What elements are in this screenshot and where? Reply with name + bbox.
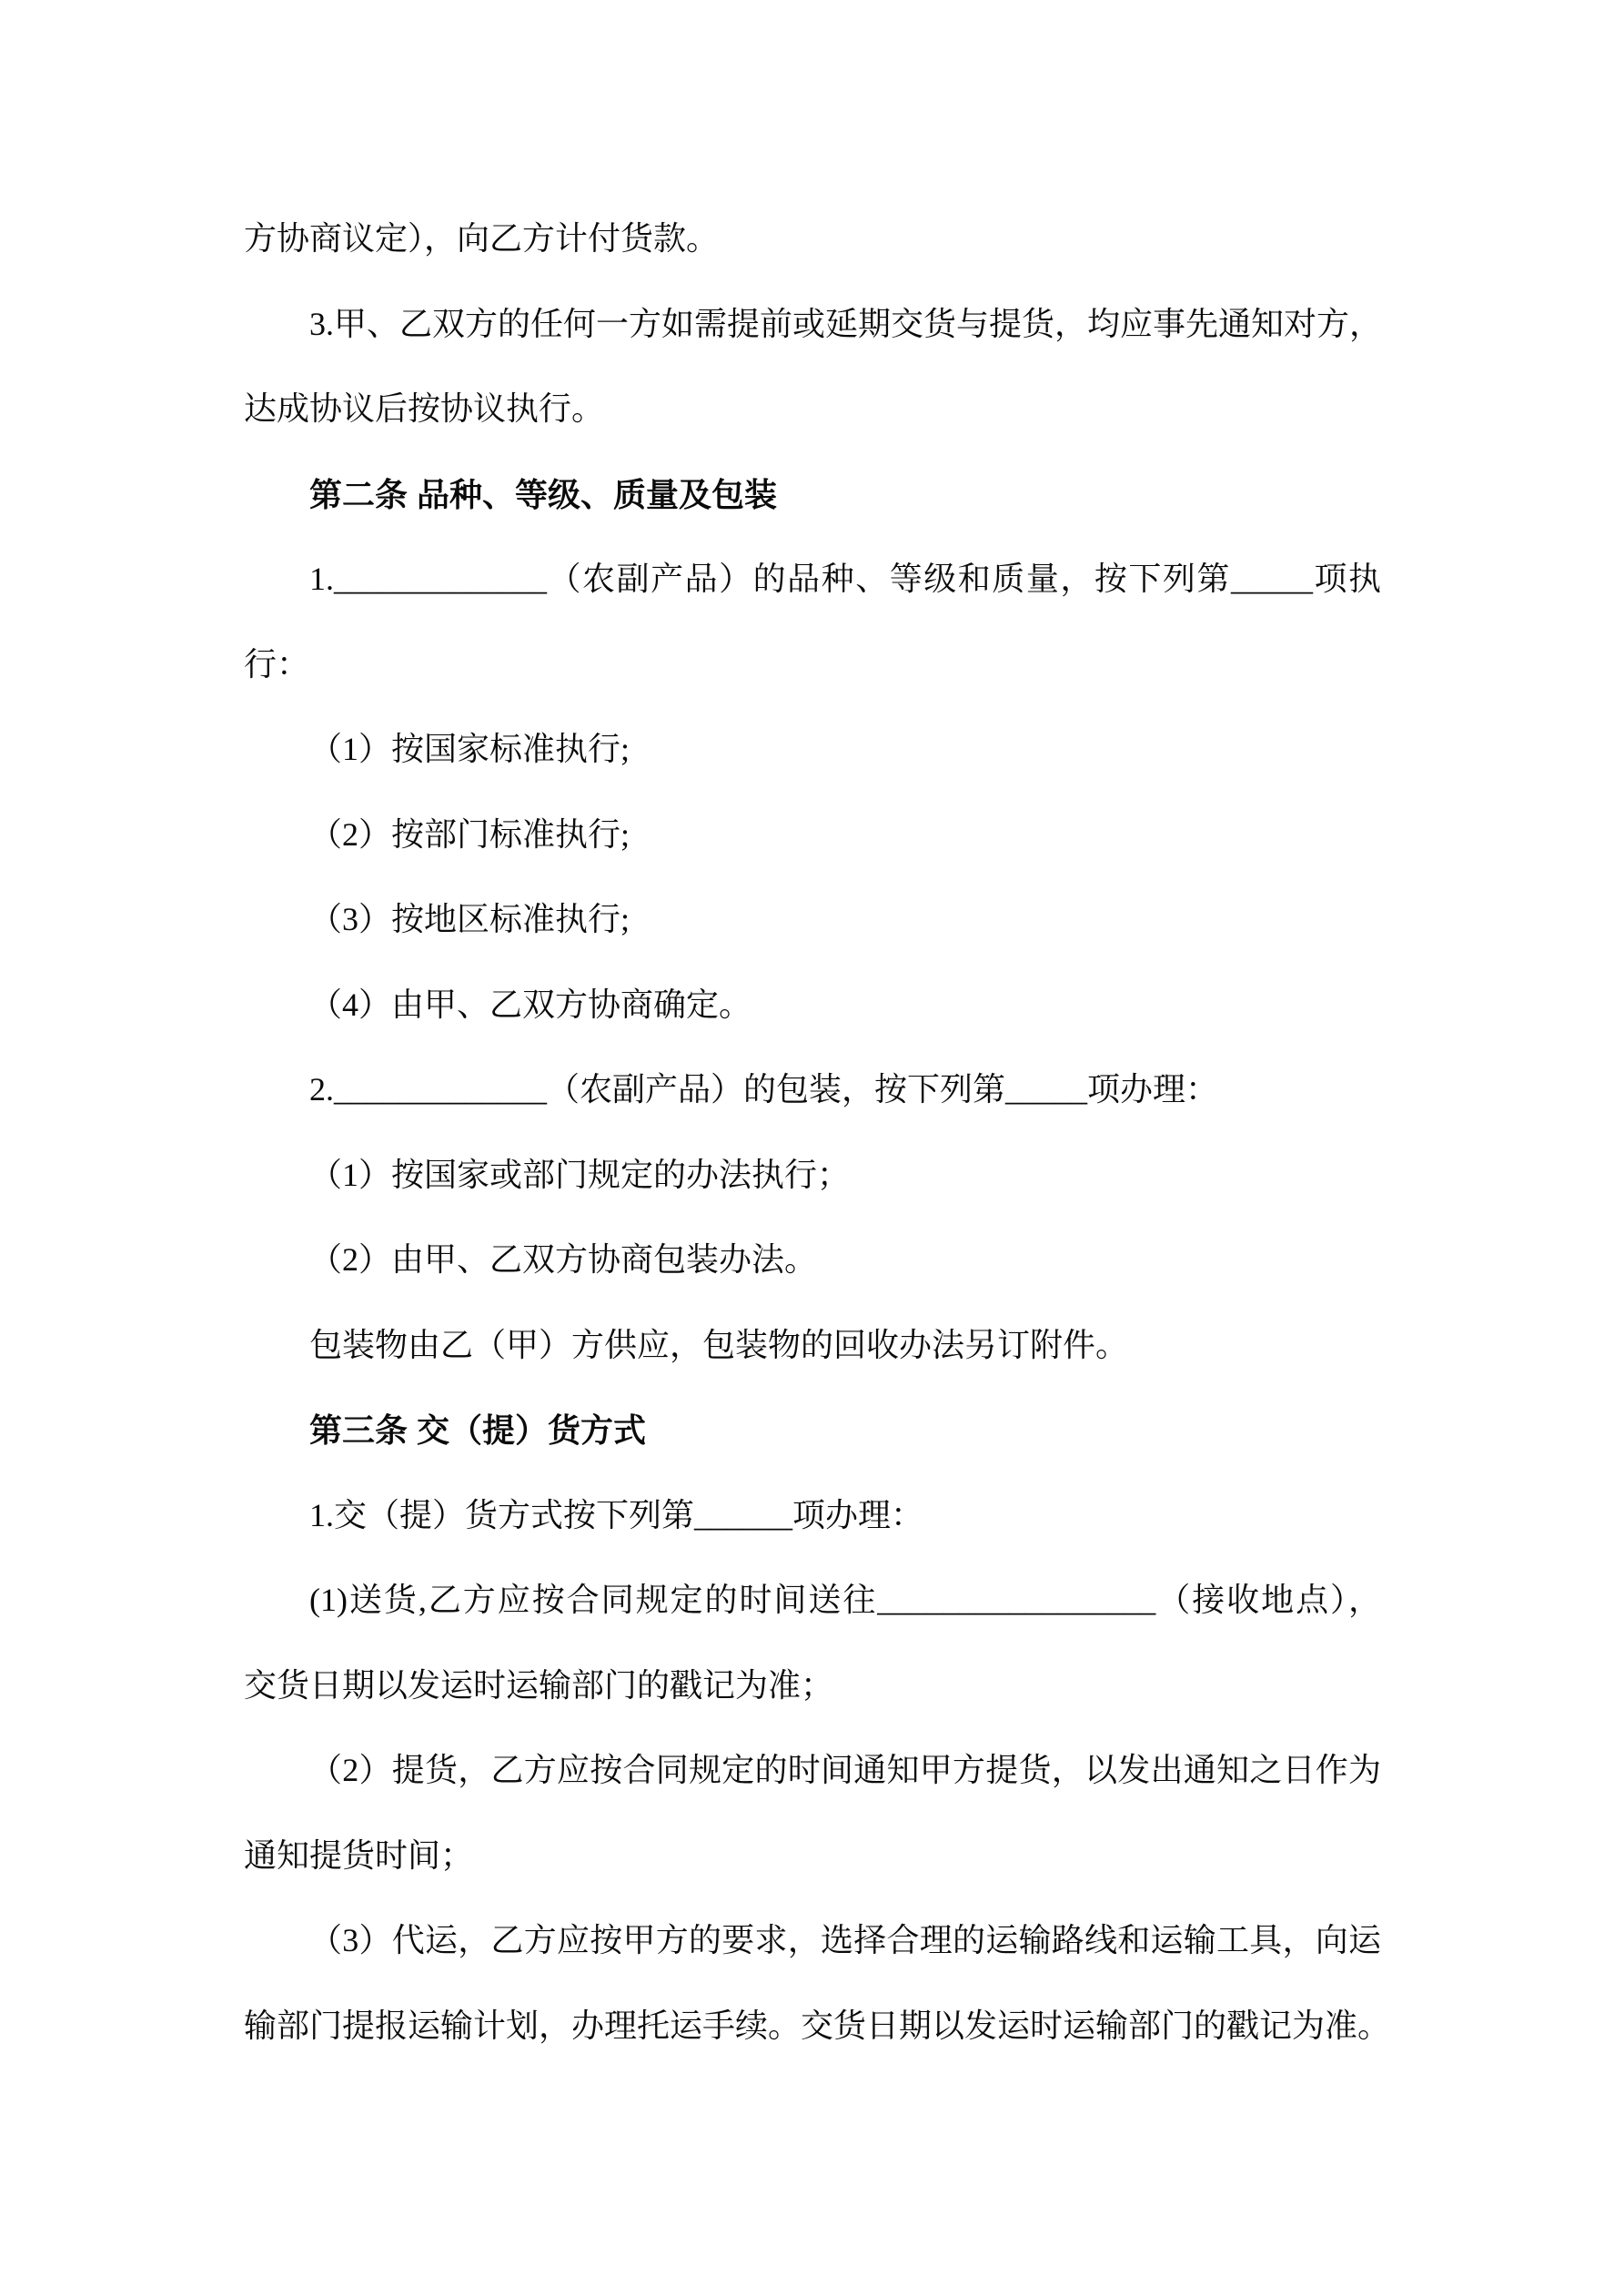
list-item: （1）按国家或部门规定的办法执行；	[309, 1156, 851, 1193]
list-item: （2）提货，乙方应按合同规定的时间通知甲方提货，以发出通知之日作为	[309, 1752, 1381, 1788]
list-item: （1）按国家标准执行;	[309, 731, 630, 767]
list-item: （3）按地区标准执行;	[309, 901, 630, 937]
section-heading-article-2: 第二条 品种、等级、质量及包装	[309, 475, 778, 513]
list-item: （2）按部门标准执行;	[309, 815, 630, 853]
list-item: （2）由甲、乙双方协商包装办法。	[309, 1241, 818, 1278]
paragraph-line: 通知提货时间；	[244, 1836, 474, 1874]
paragraph-line-with-blank: 2._____________（农副产品）的包装，按下列第_____项办理：	[309, 1071, 1219, 1108]
paragraph-line: 输部门提报运输计划，办理托运手续。交货日期以发运时运输部门的戳记为准。	[244, 2007, 1391, 2044]
paragraph-line-with-blank: 1._____________（农副产品）的品种、等级和质量，按下列第_____项执	[309, 561, 1381, 597]
paragraph-line: 3.甲、乙双方的任何一方如需提前或延期交货与提货，均应事先通知对方，	[309, 305, 1383, 342]
paragraph-line: 交货日期以发运时运输部门的戳记为准；	[244, 1666, 834, 1704]
list-item: （4）由甲、乙双方协商确定。	[309, 986, 752, 1023]
paragraph-line-with-blank: (1)送货,乙方应按合同规定的时间送往_________________（接收地点），	[309, 1582, 1381, 1618]
list-item: （3）代运，乙方应按甲方的要求，选择合理的运输路线和运输工具，向运	[309, 1922, 1381, 1958]
paragraph-line-with-blank: 1.交（提）货方式按下列第______项办理：	[309, 1496, 924, 1533]
paragraph-line: 方协商议定），向乙方计付货款。	[244, 220, 720, 257]
paragraph-line: 包装物由乙（甲）方供应，包装物的回收办法另订附件。	[309, 1326, 1129, 1363]
section-heading-article-3: 第三条 交（提）货方式	[309, 1411, 647, 1449]
paragraph-line: 行：	[244, 645, 310, 683]
paragraph-line: 达成协议后按协议执行。	[244, 390, 605, 427]
